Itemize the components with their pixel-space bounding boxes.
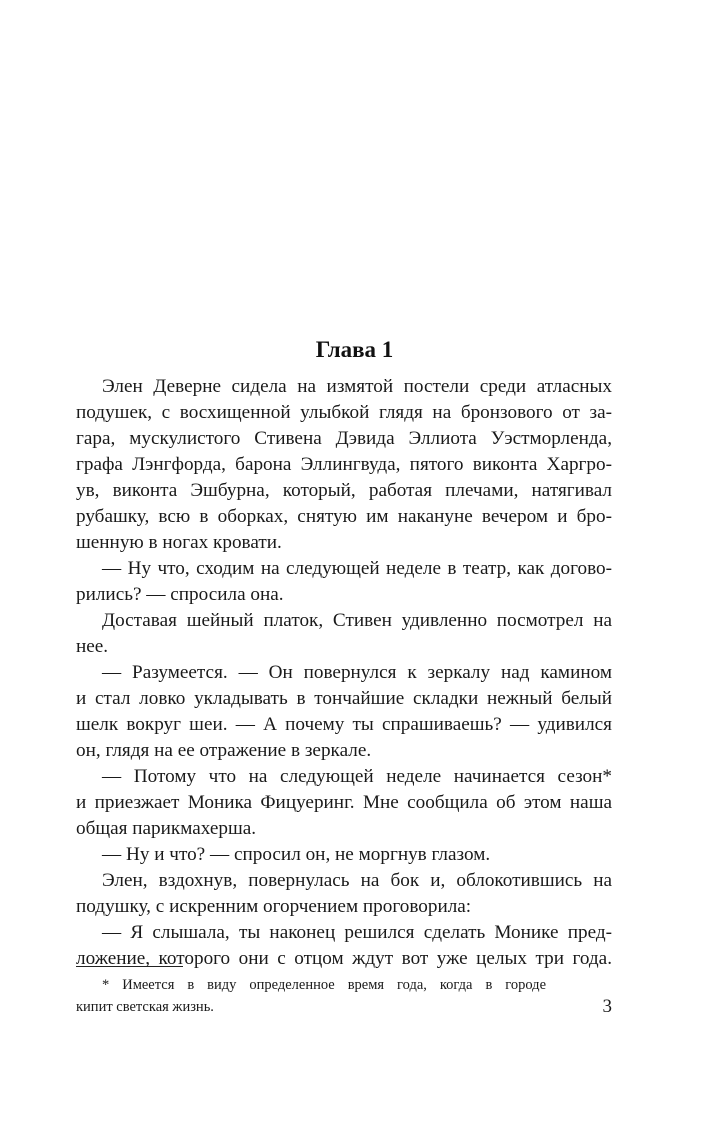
text-line: гара, мускулистого Стивена Дэвида Эллиота Уэстморленда, — [76, 428, 612, 449]
footnote-line: * Имеется в виду определенное время года, когда в городе — [102, 977, 546, 993]
page-number: 3 — [602, 996, 612, 1017]
text-line: рились? — спросила она. — [76, 584, 284, 605]
text-line: подушку, с искренним огорчением проговорила: — [76, 896, 472, 917]
footnote-divider — [76, 966, 183, 967]
text-line: ув, виконта Эшбурна, который, работая плечами, натягивал — [76, 480, 612, 501]
text-line: шелк вокруг шеи. — А почему ты спрашиваешь? — удивился — [76, 714, 612, 735]
text-line: графа Лэнгфорда, барона Эллингвуда, пятого виконта Харгро- — [76, 454, 612, 475]
text-line: — Потому что на следующей неделе начинается сезон* — [102, 766, 612, 787]
text-line: общая парикмахерша. — [76, 818, 257, 839]
text-line: — Ну и что? — спросил он, не моргнув глазом. — [102, 844, 491, 865]
text-line: — Ну что, сходим на следующей неделе в театр, как догово- — [102, 558, 612, 579]
body-text — [76, 374, 612, 972]
text-line: ложение, которого они с отцом ждут вот уже целых три года. — [76, 948, 612, 969]
text-line: Доставая шейный платок, Стивен удивленно посмотрел на — [102, 610, 612, 631]
text-line: подушек, с восхищенной улыбкой глядя на бронзового от за- — [76, 402, 612, 423]
text-line: и приезжает Моника Фицуеринг. Мне сообщила об этом наша — [76, 792, 612, 813]
text-line: Элен, вздохнув, повернулась на бок и, облокотившись на — [102, 870, 612, 891]
text-line: шенную в ногах кровати. — [76, 532, 282, 553]
chapter-title: Глава 1 — [315, 337, 394, 362]
footnote-line: кипит светская жизнь. — [76, 999, 214, 1015]
text-line: Элен Деверне сидела на измятой постели среди атласных — [102, 376, 612, 397]
text-line: он, глядя на ее отражение в зеркале. — [76, 740, 372, 761]
text-line: рубашку, всю в оборках, снятую им накануне вечером и бро- — [76, 506, 612, 527]
footnote — [76, 974, 546, 1018]
text-line: — Разумеется. — Он повернулся к зеркалу над камином — [102, 662, 612, 683]
text-line: и стал ловко укладывать в тончайшие складки нежный белый — [76, 688, 612, 709]
text-line: — Я слышала, ты наконец решился сделать Монике пред- — [102, 922, 612, 943]
text-line: нее. — [76, 636, 109, 657]
